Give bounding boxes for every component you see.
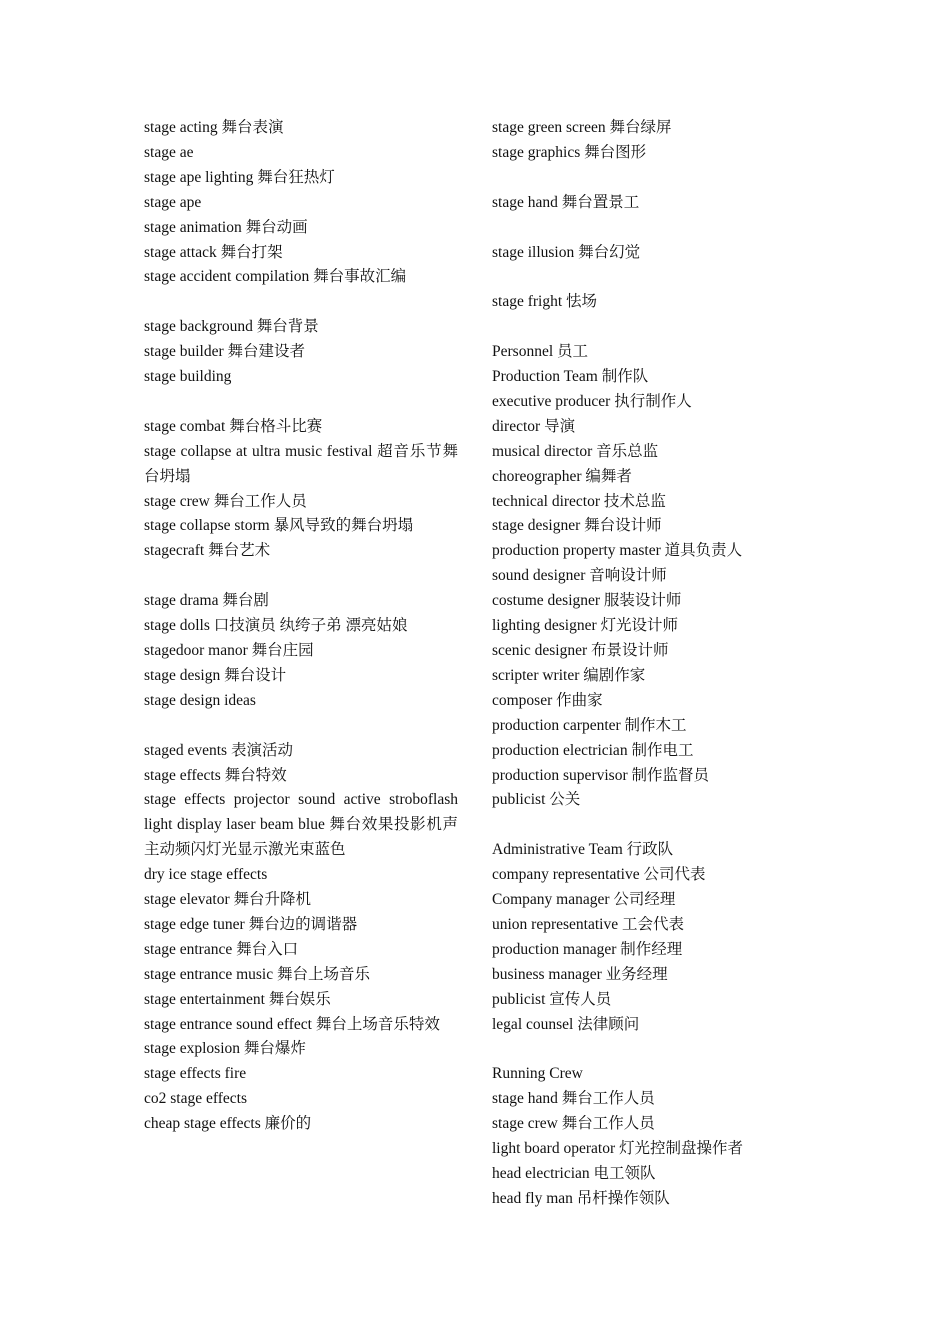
glossary-entry: choreographer 编舞者: [492, 467, 632, 485]
glossary-entry: dry ice stage effects: [144, 866, 268, 884]
blank-line: [144, 290, 458, 315]
right-column: [492, 116, 792, 1212]
blank-line: [492, 216, 792, 241]
glossary-entry: director 导演: [492, 417, 576, 435]
glossary-entry: stage background 舞台背景: [144, 318, 319, 336]
glossary-entry: union representative 工会代表: [492, 915, 684, 933]
glossary-entry: stagedoor manor 舞台庄园: [144, 641, 314, 659]
glossary-entry: stage ape: [144, 193, 202, 211]
glossary-entry: company representative 公司代表: [492, 866, 706, 884]
glossary-entry: scripter writer 编剧作家: [492, 666, 646, 684]
glossary-entry: stagecraft 舞台艺术: [144, 542, 271, 560]
blank-line: [492, 166, 792, 191]
glossary-entry: head electrician 电工领队: [492, 1164, 656, 1182]
glossary-entry: stage collapse storm 暴风导致的舞台坍塌: [144, 517, 414, 535]
glossary-entry: stage building: [144, 368, 232, 386]
glossary-entry: technical director 技术总监: [492, 492, 666, 510]
glossary-entry: head fly man 吊杆操作领队: [492, 1189, 670, 1207]
glossary-entry: light board operator 灯光控制盘操作者: [492, 1140, 743, 1158]
glossary-entry: stage entrance sound effect 舞台上场音乐特效: [144, 1015, 440, 1033]
glossary-entry: stage drama 舞台剧: [144, 592, 269, 610]
glossary-entry: business manager 业务经理: [492, 965, 668, 983]
glossary-entry: composer 作曲家: [492, 691, 603, 709]
glossary-entry: production carpenter 制作木工: [492, 716, 687, 734]
glossary-entry: stage explosion 舞台爆炸: [144, 1040, 306, 1058]
glossary-entry: stage ae: [144, 143, 194, 161]
glossary-entry: stage effects projector sound active stroboflash light display laser beam blue 舞台效果投影机声主动频闪灯光显示激光束蓝色: [144, 791, 458, 859]
glossary-entry: cheap stage effects 廉价的: [144, 1115, 312, 1133]
blank-line: [492, 265, 792, 290]
glossary-entry: stage animation 舞台动画: [144, 218, 308, 236]
glossary-entry: musical director 音乐总监: [492, 442, 659, 460]
glossary-entry: stage hand 舞台置景工: [492, 193, 640, 211]
glossary-entry: stage acting 舞台表演: [144, 119, 284, 136]
glossary-entry: stage graphics 舞台图形: [492, 143, 647, 161]
glossary-entry: stage illusion 舞台幻觉: [492, 243, 641, 261]
left-column: [144, 116, 458, 1137]
glossary-entry: stage effects 舞台特效: [144, 766, 287, 784]
section-heading-administrative-team: Administrative Team 行政队: [492, 841, 674, 859]
glossary-entry: stage entrance 舞台入口: [144, 940, 299, 958]
glossary-entry: stage combat 舞台格斗比赛: [144, 417, 323, 435]
glossary-entry: stage collapse at ultra music festival 超音乐节舞台坍塌: [144, 442, 458, 485]
glossary-entry: publicist 宣传人员: [492, 990, 612, 1008]
glossary-entry: publicist 公关: [492, 791, 581, 809]
glossary-entry: scenic designer 布景设计师: [492, 641, 669, 659]
glossary-entry: legal counsel 法律顾问: [492, 1015, 640, 1033]
glossary-entry: stage fright 怯场: [492, 293, 598, 311]
glossary-entry: production manager 制作经理: [492, 940, 683, 958]
glossary-entry: production property master 道具负责人: [492, 542, 743, 560]
glossary-entry: co2 stage effects: [144, 1090, 247, 1108]
glossary-entry: stage crew 舞台工作人员: [144, 492, 307, 510]
glossary-entry: staged events 表演活动: [144, 741, 293, 759]
blank-line: [144, 564, 458, 589]
blank-line: [144, 390, 458, 415]
glossary-entry: stage green screen 舞台绿屏: [492, 119, 672, 136]
glossary-entry: stage edge tuner 舞台边的调谐器: [144, 915, 358, 933]
glossary-entry: stage designer 舞台设计师: [492, 517, 662, 535]
glossary-entry: executive producer 执行制作人: [492, 392, 692, 410]
glossary-entry: stage entertainment 舞台娱乐: [144, 990, 331, 1008]
glossary-entry: lighting designer 灯光设计师: [492, 617, 678, 635]
glossary-entry: stage ape lighting 舞台狂热灯: [144, 168, 335, 186]
glossary-entry: stage effects fire: [144, 1065, 247, 1083]
blank-line: [492, 1037, 792, 1062]
glossary-entry: stage entrance music 舞台上场音乐: [144, 965, 370, 983]
glossary-entry: Company manager 公司经理: [492, 891, 676, 909]
blank-line: [492, 315, 792, 340]
section-heading-production-team: Production Team 制作队: [492, 368, 649, 385]
glossary-entry: stage attack 舞台打架: [144, 243, 283, 261]
section-heading-personnel: Personnel 员工: [492, 343, 589, 361]
glossary-entry: production electrician 制作电工: [492, 741, 694, 759]
glossary-entry: stage design 舞台设计: [144, 666, 287, 684]
glossary-entry: stage design ideas: [144, 691, 256, 709]
glossary-entry: stage elevator 舞台升降机: [144, 891, 312, 909]
glossary-entry: stage builder 舞台建设者: [144, 343, 306, 361]
glossary-entry: stage accident compilation 舞台事故汇编: [144, 268, 407, 286]
blank-line: [144, 714, 458, 739]
section-heading-running-crew: Running Crew: [492, 1065, 583, 1083]
glossary-entry: stage crew 舞台工作人员: [492, 1115, 655, 1133]
glossary-entry: costume designer 服装设计师: [492, 592, 682, 610]
glossary-entry: stage hand 舞台工作人员: [492, 1090, 655, 1108]
blank-line: [492, 813, 792, 838]
glossary-entry: production supervisor 制作监督员: [492, 766, 709, 784]
glossary-entry: sound designer 音响设计师: [492, 567, 667, 585]
glossary-entry: stage dolls 口技演员 纨绔子弟 漂亮姑娘: [144, 617, 408, 635]
